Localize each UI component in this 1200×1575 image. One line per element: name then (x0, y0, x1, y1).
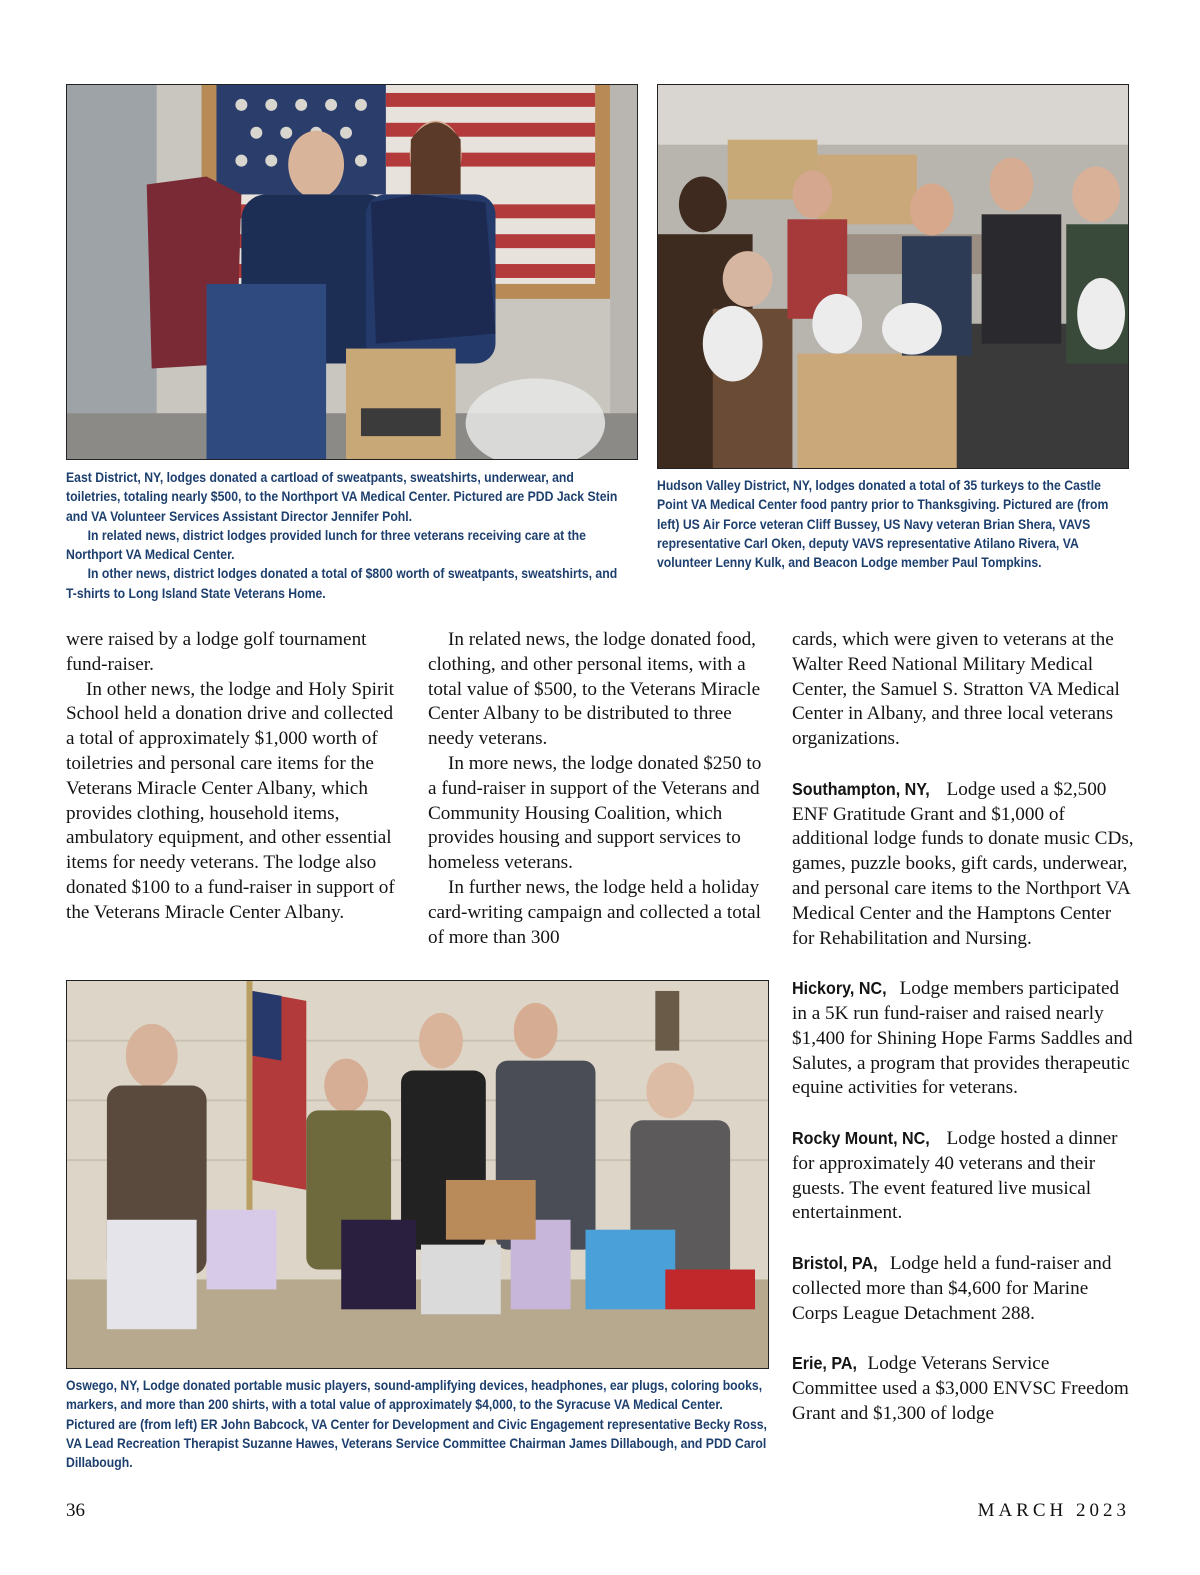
caption-hudson-text: lodges donated a total of 35 turkeys to the Castle Point VA Medical Center food pantry prior to Thanksgiving. Pictured are (from left) US Air Force veteran Cliff Bussey, US Navy veteran Brian Shera, VAVS representative Carl Oken, deputy VAVS representative Atilano Rivera, VA volunteer Lenny Kulk, and Beacon Lodge member Paul Tompkins. (657, 478, 1109, 571)
caption-east-lead: East District, NY, (66, 470, 164, 485)
caption-oswego-text: Lodge donated portable music players, sound-amplifying devices, headphones, ear plugs, coloring books, markers, and more than 200 shirts, with a total value of approximately $4,000, to the Syracuse VA Medical Center. Pictured are (from left) ER John Babcock, VA Center for Development and Civic Engagement representative Becky Ross, VA Lead Recreation Therapist Suzanne Hawes, Veterans Service Committee Chairman James Dillabough, and PDD Carol Dillabough. (66, 1378, 767, 1471)
col1-paragraph-2: In other news, the lodge and Holy Spirit School held a donation drive and collected a total of approximately $1,000 worth of toiletries and personal care items for the Veterans Miracle Center Albany, which provides clothing, household items, ambulatory equipment, and other essential items for needy veterans. The lodge also donated $100 to a fund-raiser in support of the Veterans Miracle Center Albany. (66, 678, 395, 923)
erie-text: Lodge Veterans Service Committee used a $3,000 ENVSC Freedom Grant and $1,300 of lodge (792, 1353, 1129, 1424)
photo-hudson-valley-image (658, 85, 1128, 468)
col1-paragraph-1: were raised by a lodge golf tournament fund-raiser. (66, 629, 367, 675)
hickory-heading: Hickory, NC, (792, 978, 887, 999)
southampton-text: Lodge used a $2,500 ENF Gratitude Grant and $1,000 of additional lodge funds to donate music CDs, games, puzzle books, gift cards, underwear, and personal care items to the Northport VA Medical Center and the Hamptons Center for Rehabilitation and Nursing. (792, 778, 1134, 949)
caption-east-p2: In related news, district lodges provided lunch for three veterans receiving care at the Northport VA Medical Center. (66, 527, 586, 563)
caption-oswego-lead: Oswego, NY, (66, 1378, 140, 1393)
body-column-2 (428, 628, 770, 950)
rocky-mount-item (792, 1126, 1137, 1226)
body-column-3 (792, 628, 1137, 1427)
caption-hudson-valley (657, 476, 1127, 572)
body-column-1 (66, 628, 406, 926)
col2-paragraph-3: In further news, the lodge held a holiday card-writing campaign and collected a total of more than 300 (428, 876, 761, 948)
col2-paragraph-1: In related news, the lodge donated food, clothing, and other personal items, with a total value of $500, to the Veterans Miracle Center Albany to be distributed to three needy veterans. (428, 629, 761, 750)
caption-east-text: lodges donated a cartload of sweatpants, sweatshirts, underwear, and toiletries, totaling nearly $500, to the Northport VA Medical Center. Pictured are PDD Jack Stein and VA Volunteer Services Assistant Director Jennifer Pohl. (66, 470, 618, 524)
photo-east-district (66, 84, 638, 460)
bristol-heading: Bristol, PA, (792, 1252, 878, 1273)
southampton-heading: Southampton, NY, (792, 778, 930, 799)
photo-hudson-valley (657, 84, 1129, 469)
hickory-text: Lodge members participated in a 5K run fund-raiser and raised nearly $1,400 for Shining Hope Farms Saddles and Salutes, a program that provides therapeutic equine activities for veterans. (792, 978, 1133, 1099)
erie-heading: Erie, PA, (792, 1353, 858, 1374)
photo-oswego (66, 980, 769, 1369)
rocky-mount-text: Lodge hosted a dinner for approximately 40 veterans and their guests. The event featured live musical entertainment. (792, 1127, 1118, 1224)
col3-paragraph-0: cards, which were given to veterans at the Walter Reed National Military Medical Center, the Samuel S. Stratton VA Medical Center in Albany, and three local veterans organizations. (792, 629, 1120, 750)
erie-item (792, 1351, 1137, 1426)
caption-hudson-lead: Hudson Valley District, NY, (657, 478, 813, 493)
photo-oswego-image (67, 981, 768, 1368)
southampton-item (792, 777, 1137, 952)
caption-east-p3: In other news, district lodges donated a total of $800 worth of sweatpants, sweatshirts, and T-shirts to Long Island State Veterans Home. (66, 566, 618, 601)
rocky-mount-heading: Rocky Mount, NC, (792, 1127, 930, 1148)
col2-paragraph-2: In more news, the lodge donated $250 to a fund-raiser in support of the Veterans and Community Housing Coalition, which provides housing and support services to homeless veterans. (428, 752, 762, 874)
issue-date: MARCH 2023 (977, 1500, 1130, 1521)
photo-east-district-image (67, 85, 637, 459)
caption-east-district (66, 468, 629, 603)
hickory-item (792, 976, 1137, 1101)
page-number: 36 (66, 1500, 85, 1521)
bristol-text: Lodge held a fund-raiser and collected more than $4,600 for Marine Corps League Detachment 288. (792, 1252, 1112, 1324)
caption-oswego (66, 1376, 770, 1472)
bristol-item (792, 1251, 1137, 1326)
